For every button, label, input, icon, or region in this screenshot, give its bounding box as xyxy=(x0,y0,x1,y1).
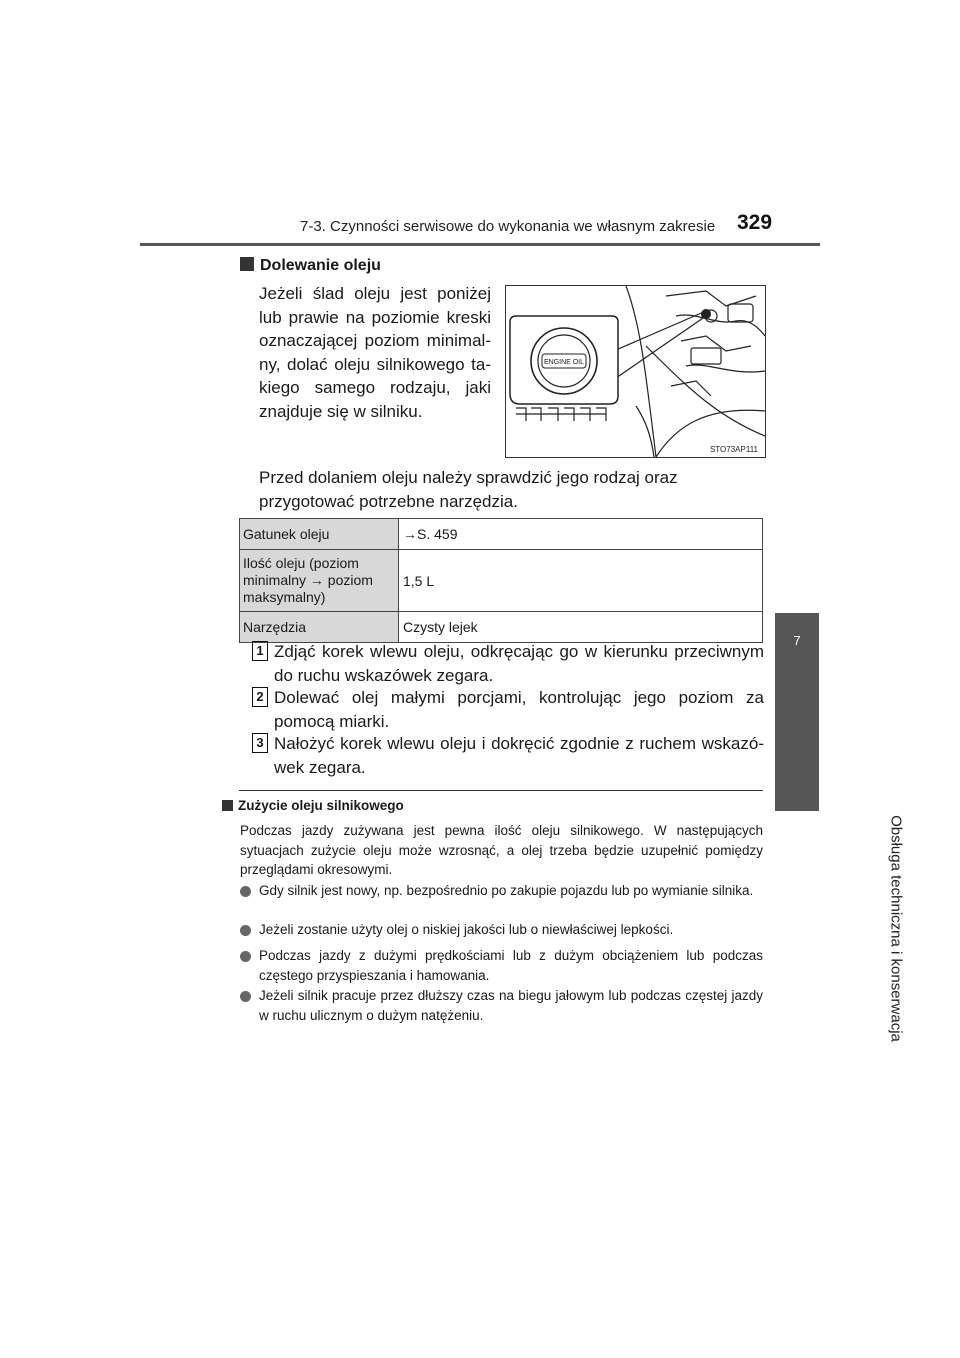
section-heading-text: Dolewanie oleju xyxy=(260,257,381,274)
figure-code: STO73AP111 xyxy=(709,445,758,454)
list-item-text: Podczas jazdy z dużymi prędkościami lub z dużym obciążeniem lub podczas częstego przyspieszania i hamowania. xyxy=(259,948,763,983)
step-text: Zdjąć korek wlewu oleju, odkręcając go w kierunku przeciwnym do ruchu wskazówek zegara. xyxy=(274,642,764,685)
list-item-text: Jeżeli zostanie użyty olej o niskiej jakości lub o niewłaściwej lepkości. xyxy=(259,922,674,937)
table-value: →S. 459 xyxy=(399,519,763,550)
step-2 xyxy=(252,686,764,733)
bullet-dot-icon xyxy=(240,991,251,1002)
section-heading-text: Zużycie oleju silnikowego xyxy=(238,798,404,813)
square-bullet-icon xyxy=(222,800,233,811)
step-text: Nałożyć korek wlewu oleju i dokręcić zgodnie z ruchem wskazówek zegara. xyxy=(274,734,764,777)
section-divider xyxy=(239,790,763,791)
bullet-dot-icon xyxy=(240,951,251,962)
table-label: Narzędzia xyxy=(240,612,399,643)
chapter-label: Obsługa techniczna i konserwacja xyxy=(887,815,905,1042)
header-rule xyxy=(140,243,820,246)
preparation-paragraph: Przed dolaniem oleju należy sprawdzić jego rodzaj oraz przygotować potrzebne narzędzia. xyxy=(259,468,678,511)
intro-paragraph: Jeżeli ślad oleju jest poniżej lub prawie na poziomie kreski oznaczającej poziom minimalny, dolać oleju silnikowego takiego samego rodzaju, jaki znajduje się w silniku. xyxy=(259,284,491,421)
bullet-dot-icon xyxy=(240,886,251,897)
table-value: Czysty lejek xyxy=(399,612,763,643)
chapter-number: 7 xyxy=(793,633,801,648)
list-item xyxy=(240,946,763,985)
table-row xyxy=(240,550,763,612)
step-text: Dolewać olej małymi porcjami, kontrolując jego poziom za pomocą miarki. xyxy=(274,688,764,731)
running-header: 7-3. Czynności serwisowe do wykonania we własnym zakresie xyxy=(300,218,716,235)
oil-spec-table xyxy=(239,518,763,643)
engine-oil-cap-illustration xyxy=(505,285,766,458)
list-item xyxy=(240,920,763,940)
step-number: 1 xyxy=(252,641,268,661)
step-number: 3 xyxy=(252,733,268,753)
table-row xyxy=(240,612,763,643)
table-label: Gatunek oleju xyxy=(240,519,399,550)
step-1 xyxy=(252,640,764,687)
consumption-paragraph: Podczas jazdy zużywana jest pewna ilość oleju silnikowego. W następujących sytuacjach zużycie oleju może wzrosnąć, a olej trzeba będzie uzupełnić pomiędzy przeglądami okresowymi. xyxy=(240,823,763,877)
section-heading-oil-consumption xyxy=(222,798,404,813)
cap-label: ENGINE OIL xyxy=(543,359,585,366)
step-number: 2 xyxy=(252,687,268,707)
list-item-text: Gdy silnik jest nowy, np. bezpośrednio po zakupie pojazdu lub po wymianie silnika. xyxy=(259,883,754,898)
table-value: 1,5 L xyxy=(399,550,763,612)
list-item xyxy=(240,986,763,1025)
page-number: 329 xyxy=(737,211,773,234)
square-bullet-icon xyxy=(240,257,254,271)
step-3 xyxy=(252,732,764,779)
bullet-dot-icon xyxy=(240,925,251,936)
table-label: Ilość oleju (poziom minimalny → poziom maksymalny) xyxy=(240,550,399,612)
list-item xyxy=(240,881,763,901)
engine-bay-drawing xyxy=(506,286,765,457)
section-heading-adding-oil xyxy=(240,257,381,275)
list-item-text: Jeżeli silnik pracuje przez dłuższy czas na biegu jałowym lub podczas częstej jazdy w ruchu ulicznym o dużym natężeniu. xyxy=(259,988,763,1023)
oil-cap-location-marker xyxy=(701,309,711,319)
table-row xyxy=(240,519,763,550)
